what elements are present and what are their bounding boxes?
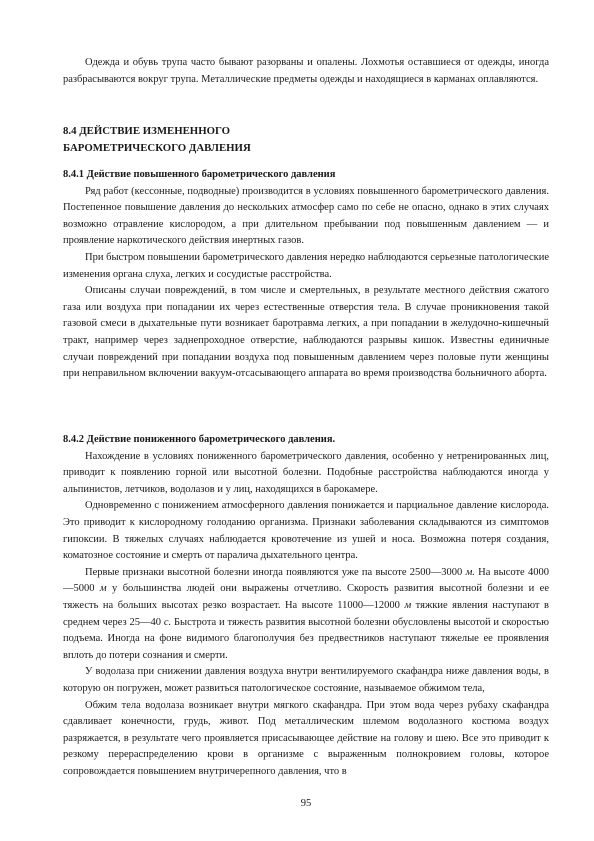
- text-run: у большинства людей они выражены отчетливо. Скорость развития высотной болезни и ее тяжесть на больших высотах резко возрастает. На высоте 11000—12000: [63, 583, 549, 611]
- text-run: Первые признаки высотной болезни иногда появляются уже па высоте 2500—3000: [85, 566, 466, 578]
- subsection-decreased-pressure: [63, 432, 549, 780]
- paragraph: Обжим тела водолаза возникает внутри мягкого скафандра. При этом вода через рубаху скафандра сдавливает конечности, грудь, живот. Под металлическим шлемом водолазного костюма воздух разряжается, в результате чего проявляется присасывающее действие на голову и шею. Все это приводит к резкому перераспределению крови в организме с выраженным полнокровием головы, которое сопровождается повышением внутричерепного давления, что в: [63, 699, 549, 777]
- paragraph: При быстром повышении барометрического давления нередко наблюдаются серьезные патологические изменения органа слуха, легких и сосудистые расстройства.: [63, 251, 549, 280]
- subsection-heading: 8.4.2 Действие пониженного барометрического давления.: [63, 434, 336, 445]
- paragraph: У водолаза при снижении давления воздуха внутри вентилируемого скафандра ниже давления воды, в которую он погружен, может развиться патологическое состояние, называемое обжимом тела,: [63, 666, 549, 694]
- unit-seconds: с.: [163, 616, 172, 628]
- subsection-increased-pressure: [63, 167, 549, 383]
- section-title-line-1: 8.4 ДЕЙСТВИЕ ИЗМЕНЕННОГО: [63, 125, 231, 137]
- unit-meters: м.: [465, 566, 475, 578]
- text-run: Быстрота и тяжесть развития высотной болезни обусловлены высотой и скоростью подъема. Иногда на фоне видимого благополучия без предвестников наступают тяжелые ее проявления вплоть до потери сознания и смерти.: [63, 616, 549, 661]
- unit-meters: м: [404, 599, 412, 611]
- paragraph: Описаны случаи повреждений, в том числе и смертельных, в результате местного действия сжатого газа или воздуха при попадании их через естественные отверстия тела. В случае проникновения такой газовой смеси в дыхательные пути возникает баротравма легких, а при попадании в желудочно-кишечный тракт, например через заднепроходное отверстие, наблюдаются разрывы кишок. Известны единичные случаи повреждений при попадании воздуха под повышенным давлением через половые пути женщины при неправильном включении вакуум-отсасывающего аппарата во время производства больничного аборта.: [63, 285, 549, 380]
- subsection-heading: 8.4.1 Действие повышенного барометрического давления: [63, 169, 336, 180]
- paragraph: Одновременно с понижением атмосферного давления понижается и парциальное давление кислорода. Это приводит к кислородному голоданию организма. Признаки заболевания складываются из симптомов гипоксии. В тяжелых случаях наблюдается кровотечение из ушей и носа. Возможна потеря создания, коматозное состояние и смерть от паралича дыхательного центра.: [63, 500, 549, 562]
- unit-meters: м: [99, 583, 107, 595]
- page-number: 95: [300, 798, 312, 809]
- paragraph: Ряд работ (кессонные, подводные) производится в условиях повышенного барометрического давления. Постепенное повышение давления до нескольких атмосфер само по себе не опасно, однако в этих случаях возможно отравление кислородом, а при длительном пребывании под повышенным давлением — и проявление наркотического действия инертных газов.: [63, 185, 549, 247]
- section-title: [63, 123, 549, 156]
- text-run: На высоте 4000—5000: [63, 566, 549, 595]
- section-title-line-2: БАРОМЕТРИЧЕСКОГО ДАВЛЕНИЯ: [63, 141, 251, 154]
- paragraph: [63, 565, 549, 665]
- text-run: тяжкие явления наступают в среднем через 25—40: [63, 599, 549, 628]
- paragraph: Нахождение в условиях пониженного барометрического давления, особенно у нетренированных лиц, приводит к появлению горной или высотной болезни. Подобные расстройства наблюдаются иногда у альпинистов, летчиков, водолазов и у лиц, находящихся в барокамере.: [63, 450, 549, 495]
- intro-paragraph: Одежда и обувь трупа часто бывают разорваны и опалены. Лохмотья оставшиеся от одежды, иногда разбрасываются вокруг трупа. Металлические предметы одежды и находящиеся в карманах оплавляются.: [63, 57, 549, 85]
